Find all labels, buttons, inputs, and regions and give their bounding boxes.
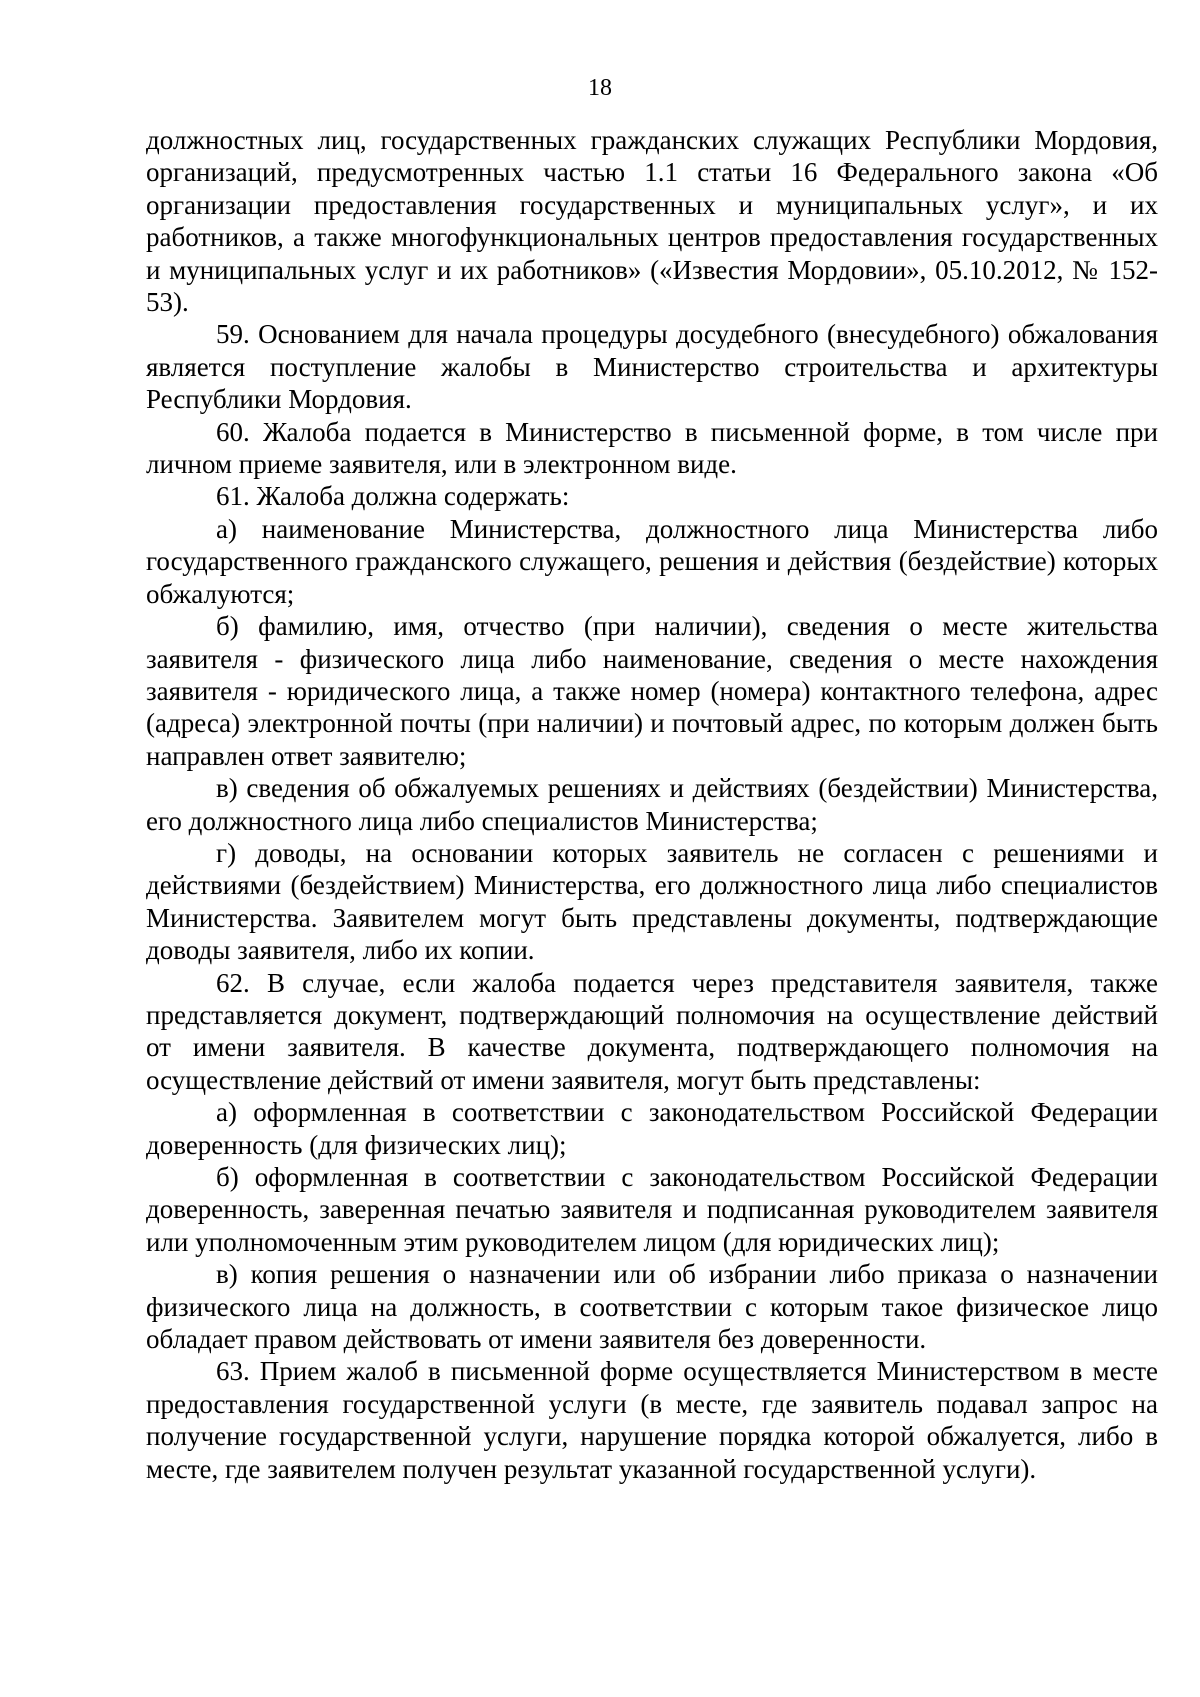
paragraph-62: 62. В случае, если жалоба подается через представителя заявителя, также представляется документ, подтверждающий полномочия на осуществление действий от имени заявителя. В качестве документа, подтверждающего полномочия на осуществление действий от имени заявителя, могут быть представлены:	[146, 967, 1158, 1095]
paragraph-62-item-v: в) копия решения о назначении или об избрании либо приказа о назначении физического лица на должность, в соответствии с которым такое физическое лицо обладает правом действовать от имени заявителя без доверенности.	[146, 1259, 1158, 1355]
document-body	[146, 124, 1158, 1485]
paragraph-61: 61. Жалоба должна содержать:	[216, 481, 570, 512]
paragraph-61-item-g: г) доводы, на основании которых заявитель не согласен с решениями и действиями (бездействием) Министерства, его должностного лица либо специалистов Министерства. Заявителем могут быть представлены документы, подтверждающие доводы заявителя, либо их копии.	[146, 837, 1158, 966]
paragraph-62-item-b: б) оформленная в соответствии с законодательством Российской Федерации доверенность, заверенная печатью заявителя и подписанная руководителем заявителя или уполномоченным этим руководителем лицом (для юридических лиц);	[146, 1162, 1158, 1257]
paragraph-61-item-b: б) фамилию, имя, отчество (при наличии), сведения о месте жительства заявителя - физического лица либо наименование, сведения о месте нахождения заявителя - юридического лица, а также номер (номера) контактного телефона, адрес (адреса) электронной почты (при наличии) и почтовый адрес, по которым должен быть направлен ответ заявителю;	[146, 611, 1158, 771]
paragraph-60: 60. Жалоба подается в Министерство в письменной форме, в том числе при личном приеме заявителя, или в электронном виде.	[146, 416, 1158, 480]
paragraph-63: 63. Прием жалоб в письменной форме осуществляется Министерством в месте предоставления государственной услуги (в месте, где заявитель подавал запрос на получение государственной услуги, нарушение порядка которой обжалуется, либо в месте, где заявителем получен результат указанной государственной услуги).	[146, 1356, 1158, 1484]
paragraph-61-item-v: в) сведения об обжалуемых решениях и действиях (бездействии) Министерства, его должностного лица либо специалистов Министерства;	[146, 773, 1158, 836]
paragraph-59: 59. Основанием для начала процедуры досудебного (внесудебного) обжалования является поступление жалобы в Министерство строительства и архитектуры Республики Мордовия.	[146, 319, 1158, 415]
paragraph-continuation: должностных лиц, государственных гражданских служащих Республики Мордовия, организаций, предусмотренных частью 1.1 статьи 16 Федерального закона «Об организации предоставления государственных и муниципальных услуг», и их работников, а также многофункциональных центров предоставления государственных и муниципальных услуг и их работников» («Известия Мордовии», 05.10.2012, № 152-53).	[146, 125, 1158, 318]
paragraph-61-item-a: а) наименование Министерства, должностного лица Министерства либо государственного гражданского служащего, решения и действия (бездействие) которых обжалуются;	[146, 513, 1158, 609]
page-number: 18	[588, 75, 612, 101]
paragraph-62-item-a: а) оформленная в соответствии с законодательством Российской Федерации доверенность (для физических лиц);	[146, 1097, 1158, 1160]
